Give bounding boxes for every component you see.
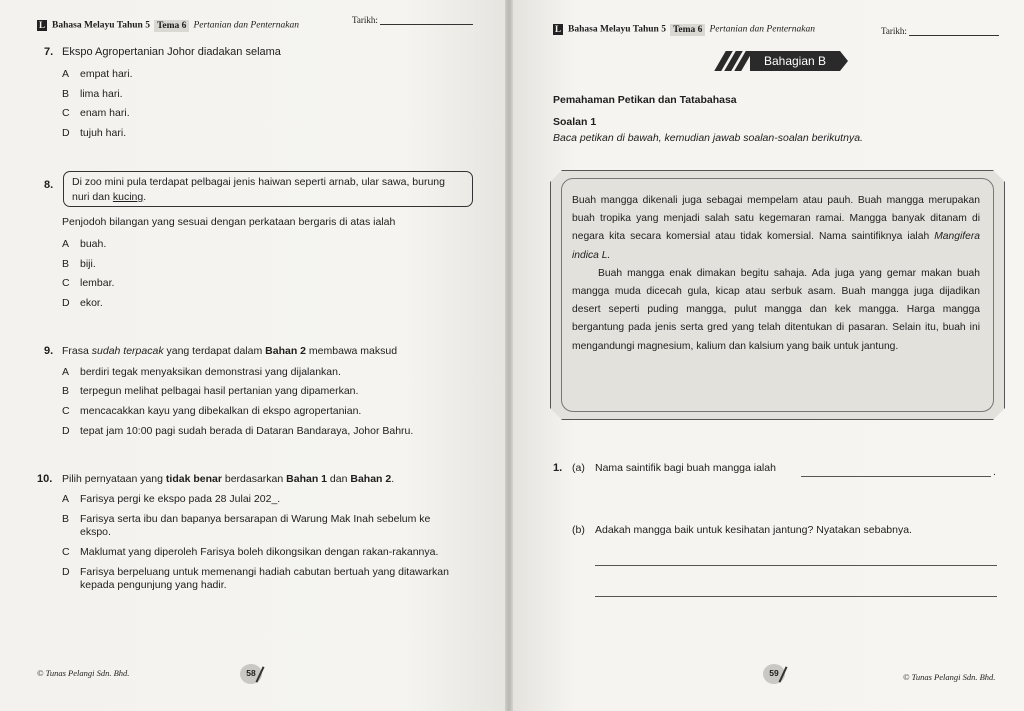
question-text xyxy=(62,345,397,357)
question-number: 9. xyxy=(44,345,54,357)
page-number-text: 58 xyxy=(246,668,256,678)
question-fragment: berdasarkan xyxy=(221,473,287,485)
option-text: terpegun melihat pelbagai hasil pertanian yang dipamerkan. xyxy=(80,385,359,397)
bold-phrase: tidak benar xyxy=(165,473,222,485)
option-text: Farisya berpeluang untuk memenangi hadiah cabutan bertuah yang ditawarkan xyxy=(80,566,449,578)
date-field xyxy=(881,26,999,36)
question-text xyxy=(62,473,394,485)
option-text: Farisya pergi ke ekspo pada 28 Julai 202_. xyxy=(80,493,281,505)
question-number: 10. xyxy=(37,473,53,485)
option-letter: B xyxy=(62,258,70,270)
question-text: Nama saintifik bagi buah mangga ialah xyxy=(595,462,776,474)
passage-sentence: Buah mangga dikenali juga sebagai mempelam atau pauh. Buah mangga merupakan buah tropika yang menjadi salah satu kegemaran ramai. Mangga banyak ditanam di negara kita secara komersial atau tidak komersial. Nama saintifiknya ialah xyxy=(572,195,980,243)
publisher-logo-icon: L xyxy=(38,20,45,30)
soalan-label: Soalan 1 xyxy=(553,116,597,128)
left-page xyxy=(0,0,505,711)
option-text: lima hari. xyxy=(80,88,123,100)
banner-arrow-icon xyxy=(840,51,848,71)
date-line xyxy=(380,24,473,25)
passage-paragraph-1 xyxy=(572,192,980,265)
option-text: Maklumat yang diperoleh Farisya boleh dikongsikan dengan rakan-rakannya. xyxy=(80,546,439,558)
option-letter: B xyxy=(62,513,70,525)
option-letter: A xyxy=(62,238,70,250)
option-text: buah. xyxy=(80,238,107,250)
option-text: tujuh hari. xyxy=(80,127,127,139)
option-text: empat hari. xyxy=(80,68,133,80)
page-number-text: 59 xyxy=(769,668,779,678)
question-fragment: . xyxy=(391,473,395,485)
question-number: 1. xyxy=(553,462,563,474)
option-text: tepat jam 10:00 pagi sudah berada di Dataran Bandaraya, Johor Bahru. xyxy=(80,425,414,437)
section-banner: Bahagian B xyxy=(750,51,840,71)
option-text: mencacakkan kayu yang dibekalkan di ekspo agropertanian. xyxy=(80,405,362,417)
question-fragment: yang terdapat dalam xyxy=(163,345,266,357)
quote-line-2 xyxy=(72,190,464,205)
option-letter: B xyxy=(62,88,70,100)
question-text: Penjodoh bilangan yang sesuai dengan perkataan bergaris di atas ialah xyxy=(62,216,396,228)
bold-ref: Bahan 1 xyxy=(286,473,328,485)
instruction: Baca petikan di bawah, kemudian jawab soalan-soalan berikutnya. xyxy=(553,132,863,144)
option-letter: C xyxy=(62,277,70,289)
bold-ref: Bahan 2 xyxy=(265,345,307,357)
question-number: 8. xyxy=(44,179,54,191)
book-gutter xyxy=(505,0,513,711)
quote-text: nuri dan xyxy=(72,191,113,203)
passage-paragraph-2: Buah mangga enak dimakan begitu sahaja. Ada juga yang gemar makan buah mangga muda dicecah gula, kicap atau serbuk asam. Buah mangga juga dijadikan desert seperti puding mangga, pulut mangga dan kek mangga. Harga mangga bergantung pada jenis serta gred yang telah ditentukan di pasaran. Selain itu, buah ini mengandungi magnesium, kalium dan kalsium yang baik untuk jantung. xyxy=(572,267,980,352)
option-letter: A xyxy=(62,68,70,80)
quote-text: . xyxy=(143,191,147,203)
sub-question-label: (b) xyxy=(572,524,585,536)
question-fragment: dan xyxy=(327,473,351,485)
topic-title: Pertanian dan Penternakan xyxy=(193,20,299,31)
option-text: ekor. xyxy=(80,297,103,309)
option-letter: D xyxy=(62,566,70,578)
option-letter: C xyxy=(62,546,70,558)
topic-title: Pertanian dan Penternakan xyxy=(709,24,815,35)
page-number xyxy=(240,664,266,684)
banner-stripes-icon xyxy=(716,51,750,71)
bold-ref: Bahan 2 xyxy=(350,473,392,485)
page-header xyxy=(37,20,299,31)
italic-phrase: sudah terpacak xyxy=(91,345,164,357)
option-letter: A xyxy=(62,493,70,505)
option-text: biji. xyxy=(80,258,96,270)
date-label: Tarikh: xyxy=(881,26,907,36)
question-number: 7. xyxy=(44,46,54,58)
book-title: Bahasa Melayu Tahun 5 xyxy=(568,24,666,35)
date-field xyxy=(352,15,473,25)
answer-line-1b-2[interactable] xyxy=(595,596,997,597)
option-text-cont: ekspo. xyxy=(80,526,111,538)
answer-end: . xyxy=(993,466,996,478)
option-letter: A xyxy=(62,366,70,378)
date-label: Tarikh: xyxy=(352,15,378,25)
publisher-logo-icon: L xyxy=(554,24,561,34)
quote-box xyxy=(63,171,473,207)
publisher-credit: © Tunas Pelangi Sdn. Bhd. xyxy=(903,672,996,682)
answer-line-1b-1[interactable] xyxy=(595,565,997,566)
answer-line-1a[interactable] xyxy=(801,476,991,477)
tema-badge: Tema 6 xyxy=(154,20,189,32)
option-letter: D xyxy=(62,425,70,437)
option-text: enam hari. xyxy=(80,107,130,119)
passage-text xyxy=(572,192,980,356)
option-letter: C xyxy=(62,405,70,417)
option-letter: B xyxy=(62,385,70,397)
sub-question-label: (a) xyxy=(572,462,585,474)
tema-badge: Tema 6 xyxy=(670,24,705,36)
question-text: Ekspo Agropertanian Johor diadakan selama xyxy=(62,46,281,58)
page-header xyxy=(553,24,815,35)
book-title: Bahasa Melayu Tahun 5 xyxy=(52,20,150,31)
section-title: Pemahaman Petikan dan Tatabahasa xyxy=(553,94,737,106)
question-fragment: membawa maksud xyxy=(306,345,398,357)
option-text: Farisya serta ibu dan bapanya bersarapan di Warung Mak Inah sebelum ke xyxy=(80,513,431,525)
page-number xyxy=(763,664,789,684)
publisher-credit: © Tunas Pelangi Sdn. Bhd. xyxy=(37,668,130,678)
option-letter: C xyxy=(62,107,70,119)
underlined-word: kucing xyxy=(112,191,144,203)
question-text: Adakah mangga baik untuk kesihatan jantung? Nyatakan sebabnya. xyxy=(595,524,912,536)
option-letter: D xyxy=(62,297,70,309)
option-text: berdiri tegak menyaksikan demonstrasi yang dijalankan. xyxy=(80,366,341,378)
option-letter: D xyxy=(62,127,70,139)
option-text-cont: kepada pengunjung yang hadir. xyxy=(80,579,227,591)
scientific-name: Mangifera indica L. xyxy=(572,231,980,261)
quote-line-1: Di zoo mini pula terdapat pelbagai jenis haiwan seperti arnab, ular sawa, burung xyxy=(72,176,445,188)
option-text: lembar. xyxy=(80,277,115,289)
right-page xyxy=(513,0,1024,711)
date-line xyxy=(909,35,999,36)
question-fragment: Pilih pernyataan yang xyxy=(62,473,166,485)
question-fragment: Frasa xyxy=(62,345,92,357)
